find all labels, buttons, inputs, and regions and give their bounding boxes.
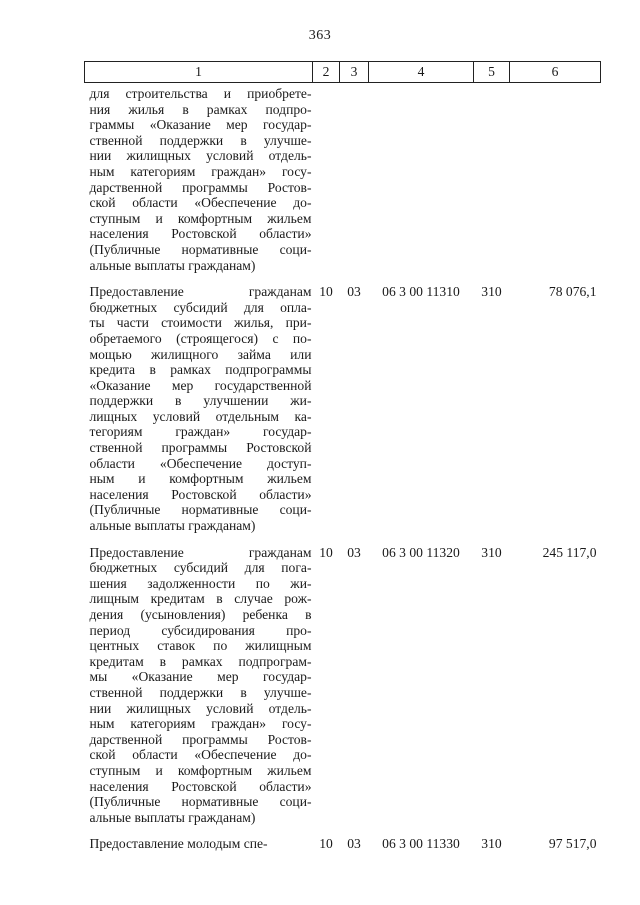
table-body: [85, 83, 601, 852]
description-line: ным категориям граждан» госу-: [89, 163, 312, 179]
description-line: ным категориям граждан» госу-: [89, 716, 312, 732]
row-description: [85, 273, 313, 534]
row-subsection-code: 03: [347, 544, 361, 560]
row-subsection-code: 03: [347, 284, 361, 300]
description-line: альные выплаты гражданам): [89, 257, 256, 273]
description-line: ской области «Обеспечение до-: [89, 195, 312, 211]
row-section-code: 10: [319, 544, 333, 560]
row-expense-type: 310: [481, 836, 502, 852]
row-expense-type: 310: [481, 284, 502, 300]
row-expense-type: [474, 83, 510, 274]
row-amount: [510, 83, 601, 274]
row-section-code: [313, 83, 340, 274]
header-col-2: 2: [313, 62, 340, 83]
description-line: ния жилья в рамках подпро-: [89, 101, 312, 117]
description-line: ской области «Обеспечение до-: [89, 747, 312, 763]
description-line: «Оказание мер государственной: [89, 377, 312, 393]
row-section-code: 10: [319, 284, 333, 300]
description-line: альные выплаты гражданам): [89, 518, 256, 534]
row-amount: 78 076,1: [548, 284, 597, 300]
description-line: поддержки в улучшении жи-: [89, 393, 312, 409]
description-line: альные выплаты гражданам): [89, 809, 256, 825]
description-line: кредитам в рамках подпрограм-: [89, 653, 312, 669]
row-description: [85, 825, 313, 852]
description-line: лищных условий отдельным ка-: [89, 408, 312, 424]
description-line: населения Ростовской области»: [89, 226, 312, 242]
page-number: 363: [308, 28, 332, 43]
description-line: (Публичные нормативные соци-: [89, 241, 312, 257]
row-description: [85, 83, 313, 274]
table-row: [85, 534, 601, 826]
table-row: [85, 273, 601, 534]
description-line: ным и комфортным жильем: [89, 471, 312, 487]
table-row: [85, 825, 601, 852]
description-line: тегориям граждан» государ-: [89, 424, 312, 440]
description-line: населения Ростовской области»: [89, 486, 312, 502]
description-line: обретаемого (строящегося) с по-: [89, 330, 312, 346]
row-subsection-code: 03: [347, 836, 361, 852]
table-header: [85, 62, 601, 83]
description-line: для строительства и приобрете-: [89, 86, 312, 101]
header-col-4: 4: [369, 62, 474, 83]
description-line: дарственной программы Ростов-: [89, 731, 312, 747]
description-line: Предоставление гражданам: [89, 544, 312, 560]
description-line: Предоставление гражданам: [89, 284, 312, 300]
description-line: бюджетных субсидий для опла-: [89, 299, 312, 315]
description-line: бюджетных субсидий для пога-: [89, 560, 312, 576]
description-line: граммы «Оказание мер государ-: [89, 117, 312, 133]
description-line: ственной поддержки в улучше-: [89, 132, 312, 148]
description-line: области «Обеспечение доступ-: [89, 455, 312, 471]
description-line: (Публичные нормативные соци-: [89, 794, 312, 810]
description-line: ственной поддержки в улучше-: [89, 684, 312, 700]
row-target-article: 06 3 00 11330: [382, 836, 460, 852]
description-line: ты части стоимости жилья, при-: [89, 315, 312, 331]
row-amount: 245 117,0: [542, 544, 597, 560]
row-subsection-code: [340, 83, 369, 274]
description-line: дения (усыновления) ребенка в: [89, 607, 312, 622]
description-line: шения задолженности по жи-: [89, 575, 312, 591]
description-line: центных ставок по жилищным: [89, 638, 312, 654]
description-line: кредита в рамках подпрограммы: [89, 362, 312, 378]
row-target-article: [369, 83, 474, 274]
budget-table: [84, 61, 601, 852]
description-line: дарственной программы Ростов-: [89, 179, 312, 195]
header-col-5: 5: [474, 62, 510, 83]
header-col-6: 6: [510, 62, 601, 83]
description-line: (Публичные нормативные соци-: [89, 502, 312, 518]
description-line: ступным и комфортным жильем: [89, 762, 312, 778]
row-target-article: 06 3 00 11310: [382, 284, 460, 300]
table-row: [85, 83, 601, 274]
description-line: нии жилищных условий отдель-: [89, 700, 312, 716]
description-line: ступным и комфортным жильем: [89, 210, 312, 226]
row-target-article: 06 3 00 11320: [382, 544, 460, 560]
description-line: нии жилищных условий отдель-: [89, 148, 312, 164]
row-amount: 97 517,0: [548, 836, 597, 852]
header-col-3: 3: [340, 62, 369, 83]
row-section-code: 10: [319, 836, 333, 852]
description-line: мощью жилищного займа или: [89, 346, 312, 362]
description-line: ственной программы Ростовской: [89, 440, 312, 456]
description-line: лищным кредитам в случае рож-: [89, 591, 312, 607]
description-line: Предоставление молодым спе-: [89, 836, 268, 852]
row-expense-type: 310: [481, 544, 502, 560]
header-col-1: 1: [85, 62, 313, 83]
description-line: период субсидирования про-: [89, 622, 312, 638]
description-line: населения Ростовской области»: [89, 778, 312, 794]
row-description: [85, 534, 313, 826]
description-line: мы «Оказание мер государ-: [89, 669, 312, 685]
